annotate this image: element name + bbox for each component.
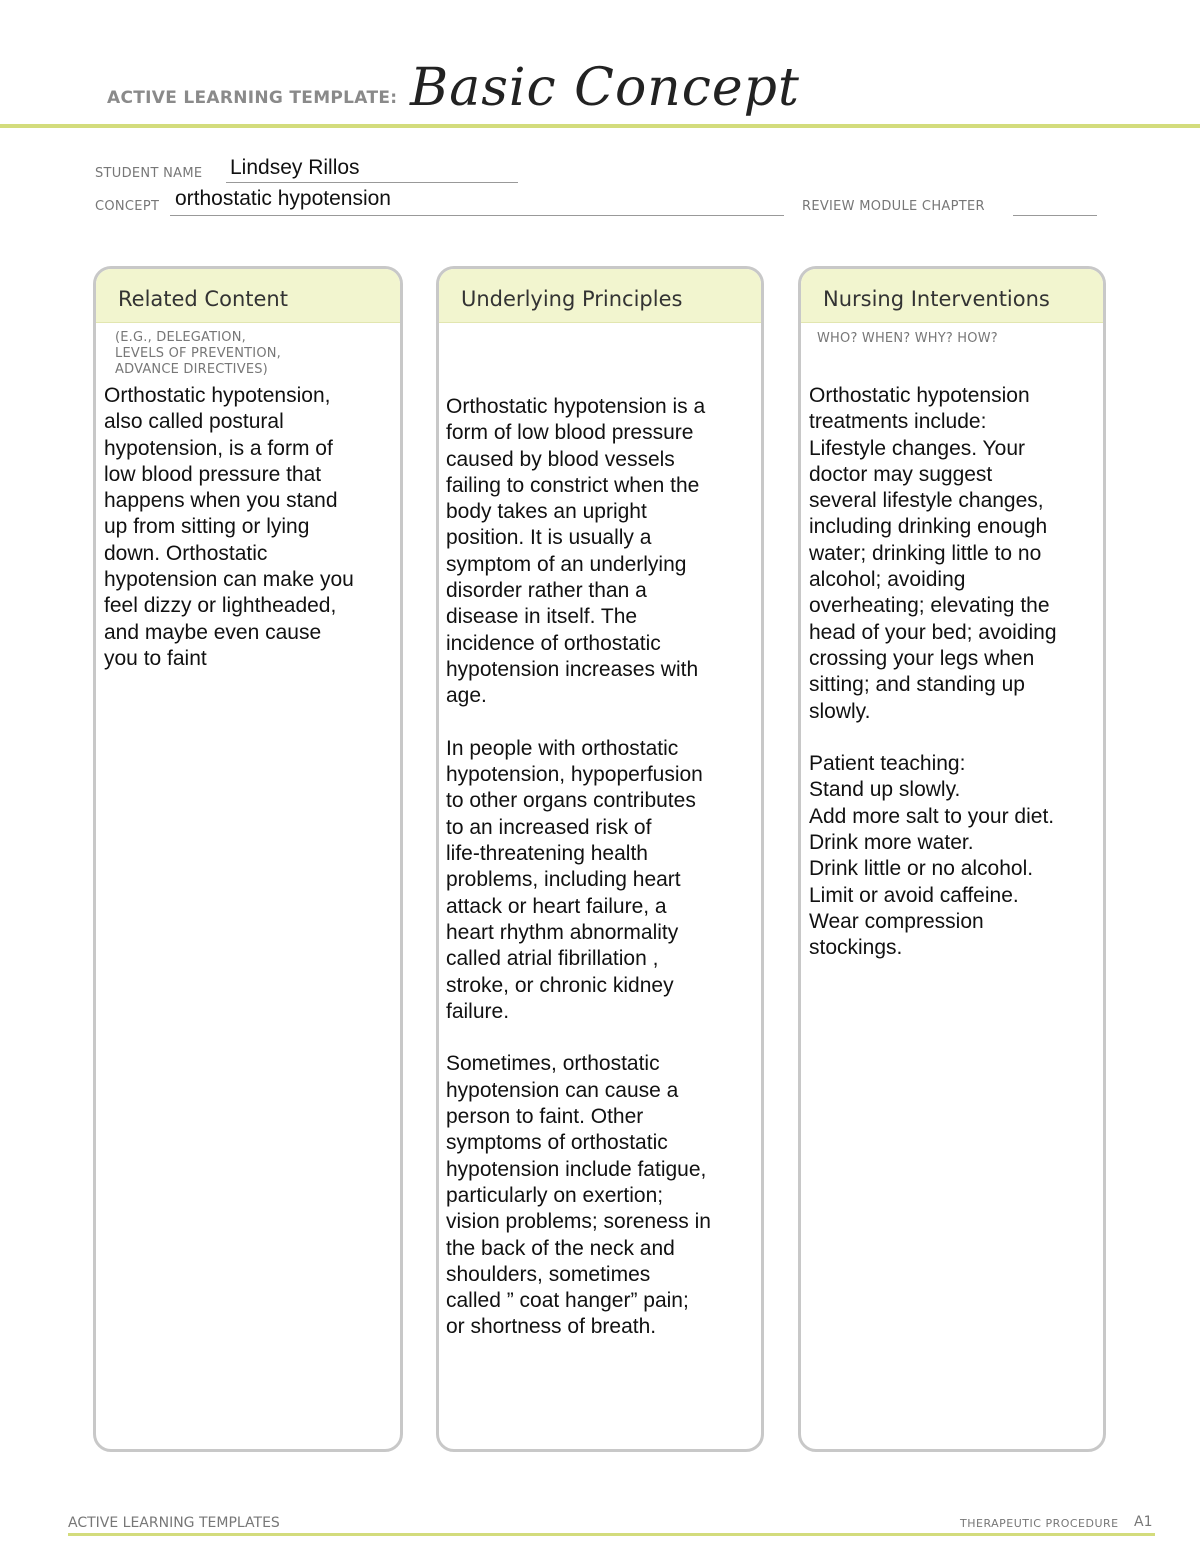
nursing-interventions-body[interactable]: Orthostatic hypotension treatments include: Lifestyle changes. Your doctor may suggest several lifestyle changes, including drinking enough water; drinking little to no alcohol; avoiding overheating; elevating the head of your bed; avoiding crossing your legs when sitting; and standing up slowly. Patient teaching: Stand up slowly. Add more salt to your diet. Drink more water. Drink little or no alcohol. Limit or avoid caffeine. Wear compression stockings.	[809, 384, 1057, 960]
nursing-interventions-card	[798, 266, 1106, 1452]
footer-divider	[68, 1533, 1155, 1536]
nursing-interventions-hint: WHO? WHEN? WHY? HOW?	[817, 331, 998, 346]
related-content-hint: (E.G., DELEGATION, LEVELS OF PREVENTION, ADVANCE DIRECTIVES)	[115, 330, 282, 377]
underlying-principles-card	[436, 266, 764, 1452]
underlying-principles-heading: Underlying Principles	[439, 269, 761, 323]
nursing-interventions-heading: Nursing Interventions	[801, 269, 1103, 323]
student-name-label: STUDENT NAME	[95, 166, 203, 181]
review-module-field[interactable]	[1013, 215, 1097, 216]
concept-label: CONCEPT	[95, 199, 160, 214]
page-title: Basic Concept	[410, 58, 800, 118]
footer-right-label: THERAPEUTIC PROCEDURE	[960, 1517, 1119, 1530]
student-name-field[interactable]: Lindsey Rillos	[230, 156, 360, 179]
concept-underline	[170, 215, 784, 216]
concept-field[interactable]: orthostatic hypotension	[175, 187, 391, 210]
underlying-principles-body[interactable]: Orthostatic hypotension is a form of low blood pressure caused by blood vessels failing to constrict when the body takes an upright position. It is usually a symptom of an underlying disorder rather than a disease in itself. The incidence of orthostatic hypotension increases with age. In people with orthostatic hypotension, hypoperfusion to other organs contributes to an increased risk of life-threatening health problems, including heart attack or heart failure, a heart rhythm abnormality called atrial fibrillation , stroke, or chronic kidney failure. Sometimes, orthostatic hypotension can cause a person to faint. Other symptoms of orthostatic hypotension include fatigue, particularly on exertion; vision problems; soreness in the back of the neck and shoulders, sometimes called ” coat hanger” pain; or shortness of breath.	[446, 395, 711, 1339]
related-content-heading: Related Content	[96, 269, 400, 323]
review-module-label: REVIEW MODULE CHAPTER	[802, 199, 985, 214]
template-label: ACTIVE LEARNING TEMPLATE:	[107, 88, 398, 108]
footer-page-number: A1	[1134, 1514, 1153, 1530]
footer-left-label: ACTIVE LEARNING TEMPLATES	[68, 1515, 280, 1531]
related-content-card	[93, 266, 403, 1452]
student-name-underline	[226, 182, 518, 183]
header-divider	[0, 124, 1200, 128]
related-content-body[interactable]: Orthostatic hypotension, also called postural hypotension, is a form of low blood pressure that happens when you stand up from sitting or lying down. Orthostatic hypotension can make you feel dizzy or lightheaded, and maybe even cause you to faint	[104, 384, 354, 670]
